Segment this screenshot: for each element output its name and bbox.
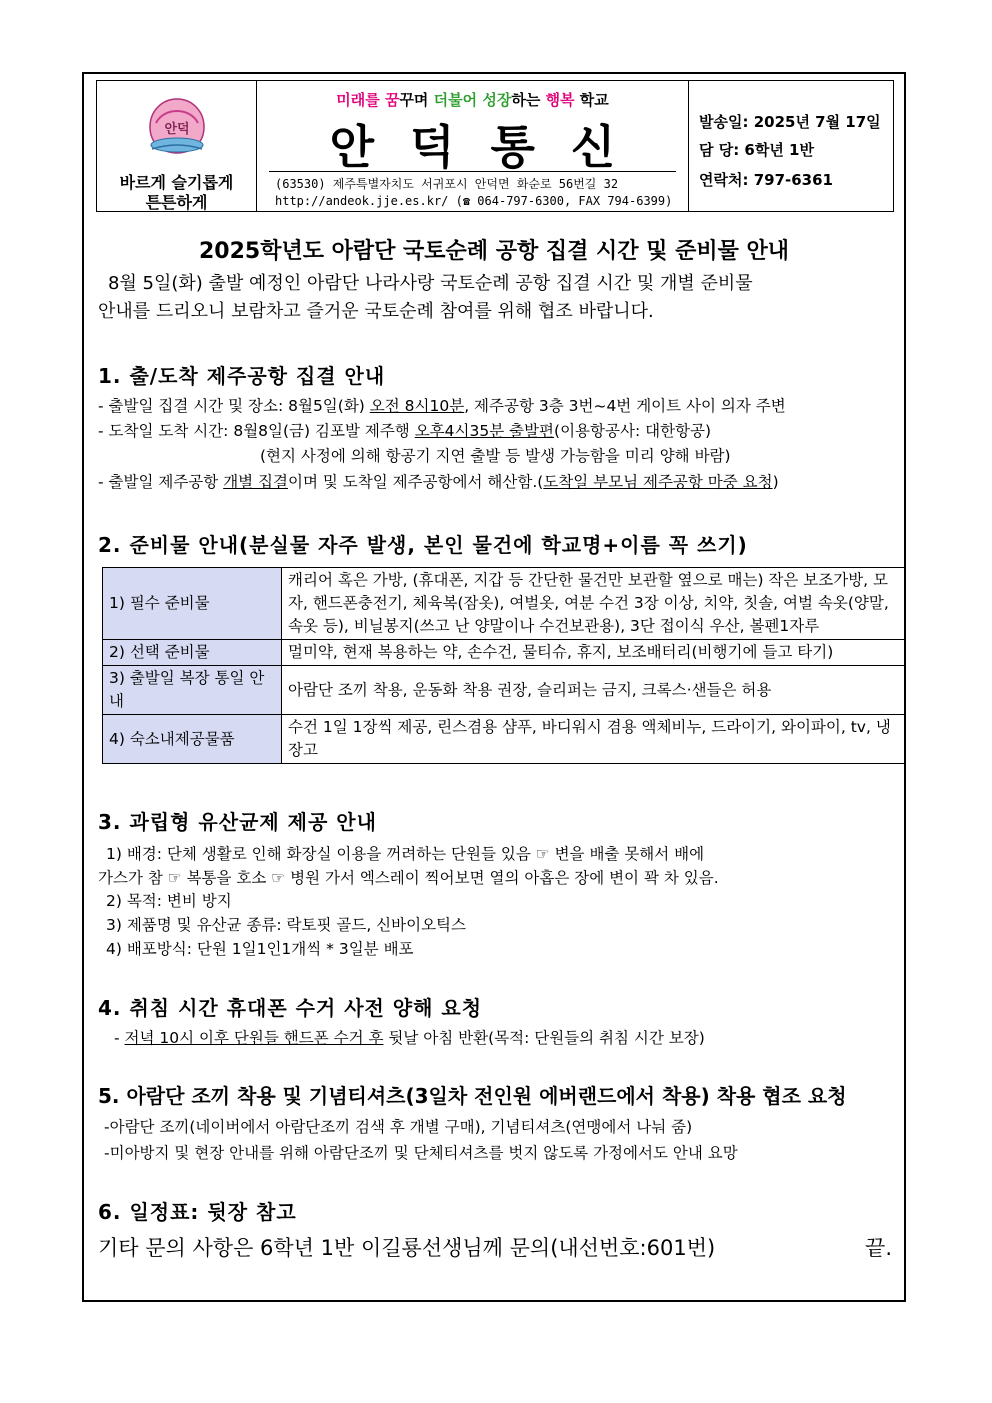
s1-l4-text: - 출발일 제주공항: [98, 473, 224, 491]
row-content: 수건 1일 1장씩 제공, 린스겸용 샴푸, 바디워시 겸용 액체비누, 드라이기, 와이파이, tv, 냉장고: [282, 715, 906, 764]
slogan-part-7: 학교: [579, 91, 609, 109]
table-row: [103, 666, 906, 715]
intro-line-2: 안내를 드리오니 보람차고 즐거운 국토순례 참여를 위해 협조 바랍니다.: [98, 301, 654, 322]
slogan-part-3: 꾸며: [399, 91, 429, 109]
section-3-line-3: 2) 목적: 변비 방지: [106, 892, 232, 910]
table-row: [103, 715, 906, 764]
s4-dash: -: [114, 1029, 125, 1047]
section-5-title: 5. 아람단 조끼 착용 및 기념티셔츠(3일차 전인원 에버랜드에서 착용) 착용 협조 요청: [98, 1084, 847, 1108]
closing-note: [98, 1232, 892, 1262]
section-6-title: 6. 일정표: 뒷장 참고: [98, 1200, 297, 1224]
section-1-line-1: [98, 394, 892, 416]
intro-paragraph: [98, 270, 890, 326]
s1-l4-end: ): [772, 473, 779, 491]
slogan-part-4: 더불어 성장: [433, 91, 512, 109]
contact: 연락처: 797-6361: [699, 171, 833, 189]
logo-text: 안덕: [164, 122, 190, 137]
row-content: 캐리어 혹은 가방, (휴대폰, 지갑 등 간단한 물건만 보관할 옆으로 매는) 작은 보조가방, 모자, 핸드폰충전기, 체육복(잠옷), 여벌옷, 여분 수건 3장 이상, 치약, 칫솔, 여벌 속옷(양말, 속옷 등), 비닐봉지(쓰고 난 양말이나 수건보관용), 3단 접이식 우산, 볼펜1자루: [282, 568, 906, 640]
arrival-flight: 오후4시35분 출발편: [414, 422, 555, 440]
section-3-line-4: 3) 제품명 및 유산균 종류: 락토핏 골드, 신바이오틱스: [106, 916, 467, 934]
row-label: 2) 선택 준비물: [103, 640, 282, 666]
slogan-part-2: 꿈: [384, 91, 400, 109]
parent-pickup-request: 도착일 부모님 제주공항 마중 요청: [543, 473, 773, 491]
row-content: 멀미약, 현재 복용하는 약, 손수건, 물티슈, 휴지, 보조배터리(비행기에 들고 타기): [282, 640, 906, 666]
row-label: 3) 출발일 복장 통일 안내: [103, 666, 282, 715]
document-title: 2025학년도 아람단 국토순례 공항 집결 시간 및 준비물 안내: [198, 239, 790, 264]
section-3-title: 3. 과립형 유산균제 제공 안내: [98, 810, 377, 834]
address-line-2: http://andeok.jje.es.kr/ (☎ 064-797-6300, FAX 794-6399): [275, 194, 673, 208]
school-logo-cell: [97, 81, 257, 211]
section-1-line-2: [98, 419, 892, 441]
masthead: [257, 81, 689, 211]
inquiry-text: 기타 문의 사항은 6학년 1반 이길룡선생님께 문의(내선번호:601번): [98, 1236, 716, 1260]
slogan-part-6: 행복: [545, 91, 575, 109]
section-5-line-2: -미아방지 및 현장 안내를 위해 아람단조끼 및 단체티셔츠를 벗지 않도록 가정에서도 안내 요망: [104, 1144, 738, 1162]
school-slogan: [257, 89, 688, 110]
issue-info: [689, 81, 893, 211]
row-content: 아람단 조끼 착용, 운동화 착용 권장, 슬리퍼는 금지, 크록스·샌들은 허용: [282, 666, 906, 715]
phone-collection-time: 저녁 10시 이후 단원들 핸드폰 수거 후: [124, 1029, 384, 1047]
section-4-title: 4. 취침 시간 휴대폰 수거 사전 양해 요청: [98, 996, 483, 1020]
row-label: 4) 숙소내제공물품: [103, 715, 282, 764]
section-3-line-1: 1) 배경: 단체 생활로 인해 화장실 이용을 꺼려하는 단원들 있음 ☞ 변을 배출 못해서 배에: [106, 845, 705, 863]
slogan-part-1: 미래를: [336, 91, 380, 109]
section-4-line-1: [114, 1026, 892, 1048]
school-address: [269, 171, 676, 211]
newsletter-title: 안덕통신: [329, 120, 652, 174]
s1-l1-rest: , 제주공항 3층 3번~4번 게이트 사이 의자 주변: [464, 397, 786, 415]
s1-l4-mid: 이며 및 도착일 제주공항에서 해산함.(: [288, 473, 544, 491]
in-charge: 담 당: 6학년 1반: [699, 141, 814, 159]
section-1-title: 1. 출/도착 제주공항 집결 안내: [98, 364, 386, 388]
section-3-line-5: 4) 배포방식: 단원 1일1인1개씩 * 3일분 배포: [106, 940, 414, 958]
section-5-line-1: -아람단 조끼(네이버에서 아람단조끼 검색 후 개별 구매), 기념티셔츠(연맹에서 나눠 줌): [104, 1118, 693, 1136]
address-line-1: (63530) 제주특별자치도 서귀포시 안덕면 화순로 56번길 32: [275, 177, 619, 191]
section-1-line-4: [98, 470, 892, 492]
s1-l2-rest: (이용항공사: 대한항공): [554, 422, 712, 440]
section-1-line-3: (현지 사정에 의해 항공기 지연 출발 등 발생 가능함을 미리 양해 바람): [260, 447, 731, 465]
slogan-part-5: 하는: [511, 91, 541, 109]
section-3-line-2: 가스가 참 ☞ 복통을 호소 ☞ 병원 가서 엑스레이 찍어보면 열의 아홉은 장에 변이 꽉 차 있음.: [98, 869, 719, 887]
end-mark: 끝.: [865, 1236, 892, 1260]
school-logo-icon: [142, 93, 212, 163]
table-row: [103, 640, 906, 666]
s4-rest: 뒷날 아침 반환(목적: 단원들의 취침 시간 보장): [383, 1029, 705, 1047]
section-2-title: 2. 준비물 안내(분실물 자주 발생, 본인 물건에 학교명+이름 꼭 쓰기): [98, 533, 748, 557]
issue-date: 발송일: 2025년 7월 17일: [699, 113, 881, 131]
row-label: 1) 필수 준비물: [103, 568, 282, 640]
motto-line-1: 바르게 슬기롭게: [119, 173, 234, 192]
s1-l2-text: - 도착일 도착 시간: 8월8일(금) 김포발 제주행: [98, 422, 415, 440]
newsletter-page: [82, 72, 906, 1302]
individual-gathering: 개별 집결: [223, 473, 289, 491]
intro-line-1: 8월 5일(화) 출발 예정인 아람단 나라사랑 국토순례 공항 집결 시간 및 개별 준비물: [108, 273, 753, 294]
s1-l1-text: - 출발일 집결 시간 및 장소: 8월5일(화): [98, 397, 370, 415]
departure-time: 오전 8시10분: [369, 397, 465, 415]
school-motto: [97, 171, 256, 211]
supplies-table: [102, 567, 906, 764]
motto-line-2: 튼튼하게: [145, 193, 208, 212]
table-row: [103, 568, 906, 640]
header-box: [96, 80, 894, 212]
